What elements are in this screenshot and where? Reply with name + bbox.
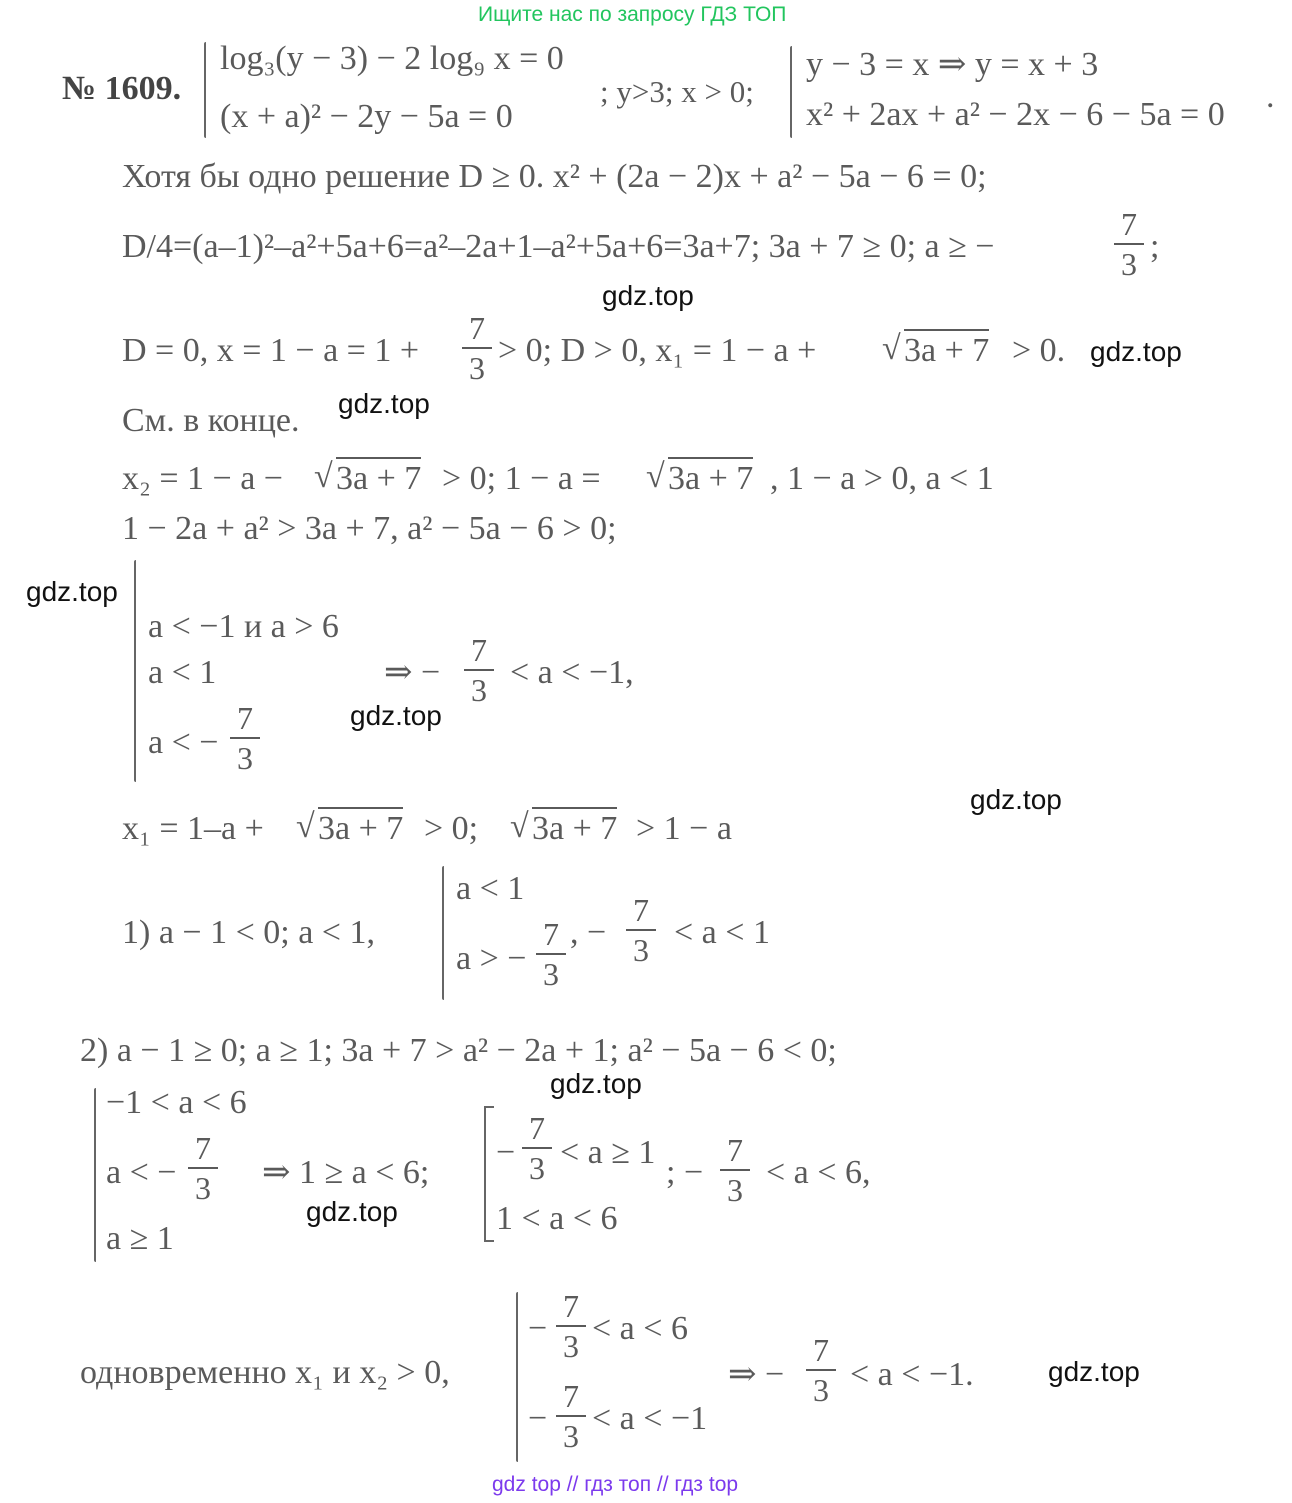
eq-line: a < 1 xyxy=(148,654,217,691)
text-line: x₂ = 1 − a − xyxy=(122,460,283,497)
system-brace xyxy=(790,46,792,138)
eq-line: < a < 6 xyxy=(592,1310,688,1347)
eq-line: < a < 1 xyxy=(674,914,770,951)
fraction: 7 3 xyxy=(230,702,260,774)
eq-line: a ≥ 1 xyxy=(106,1220,174,1257)
text-line: > 1 − a xyxy=(636,810,732,847)
fraction: 7 3 xyxy=(720,1134,750,1206)
fraction: 7 3 xyxy=(464,634,494,706)
text-line: 1 − 2a + a² > 3a + 7, a² − 5a − 6 > 0; xyxy=(122,510,617,547)
eq-line: a < −1 и a > 6 xyxy=(148,608,339,645)
fraction: 7 3 xyxy=(556,1380,586,1452)
radical: √ 3a + 7 xyxy=(904,334,989,368)
watermark: gdz.top xyxy=(306,1196,398,1227)
eq-line: < a < −1, xyxy=(510,654,634,691)
footer-links[interactable]: gdz top // гдз топ // гдз top xyxy=(492,1473,739,1496)
fraction: 7 3 xyxy=(556,1290,586,1362)
watermark: gdz.top xyxy=(550,1068,642,1099)
fraction: 7 3 xyxy=(188,1132,218,1204)
text-line: , 1 − a > 0, a < 1 xyxy=(770,460,994,497)
eq-line: ⇒ − xyxy=(728,1356,785,1393)
watermark: gdz.top xyxy=(26,576,118,607)
text-line: x₁ = 1–a + xyxy=(122,810,264,847)
eq-line: − xyxy=(496,1134,516,1171)
system-brace xyxy=(134,560,136,782)
eq-line: log₃(y − 3) − 2 log₉ x = 0 xyxy=(220,40,564,77)
watermark: gdz.top xyxy=(350,700,442,731)
eq-line: < a < −1 xyxy=(592,1400,708,1437)
eq-line: , − xyxy=(570,914,607,951)
text-line: одновременно x₁ и x₂ > 0, xyxy=(80,1354,450,1391)
eq-line: ⇒ 1 ≥ a < 6; xyxy=(262,1154,430,1191)
text-line: D/4=(a–1)²–a²+5a+6=a²–2a+1–a²+5a+6=3a+7; 3a + 7 ≥ 0; a ≥ − xyxy=(122,228,995,265)
radical: √ 3a + 7 xyxy=(318,812,403,846)
eq-line: − xyxy=(528,1310,548,1347)
text-line: > 0; 1 − a = xyxy=(442,460,601,497)
watermark: gdz.top xyxy=(338,388,430,419)
eq-line: ⇒ − xyxy=(384,654,441,691)
text-line: Хотя бы одно решение D ≥ 0. x² + (2a − 2)x + a² − 5a − 6 = 0; xyxy=(122,158,987,195)
fraction: 7 3 xyxy=(1114,208,1144,280)
union-bracket xyxy=(484,1106,494,1242)
text-line: > 0; D > 0, x₁ = 1 − a + xyxy=(498,332,817,369)
eq-line: (x + a)² − 2y − 5a = 0 xyxy=(220,98,513,135)
watermark: gdz.top xyxy=(1048,1356,1140,1387)
watermark: gdz.top xyxy=(1090,336,1182,367)
eq-line: − xyxy=(528,1400,548,1437)
watermark: gdz.top xyxy=(970,784,1062,815)
text-line: ; xyxy=(1150,228,1160,265)
eq-line: ; − xyxy=(666,1154,704,1191)
radical: √ 3a + 7 xyxy=(336,462,421,496)
eq-line: a < 1 xyxy=(456,870,525,907)
fraction: 7 3 xyxy=(462,312,492,384)
eq-line: y − 3 = x ⇒ y = x + 3 xyxy=(806,46,1099,83)
fraction: 7 3 xyxy=(626,894,656,966)
fraction: 7 3 xyxy=(536,918,566,990)
system-brace xyxy=(204,42,206,138)
text-line: D = 0, x = 1 − a = 1 + xyxy=(122,332,420,369)
eq-line: ; y>3; x > 0; xyxy=(600,74,754,109)
radical: √ 3a + 7 xyxy=(668,462,753,496)
eq-line: a < − xyxy=(148,724,219,761)
watermark: gdz.top xyxy=(602,280,694,311)
eq-line: < a < −1. xyxy=(850,1356,974,1393)
eq-line: . xyxy=(1266,78,1275,115)
eq-line: −1 < a < 6 xyxy=(106,1084,247,1121)
fraction: 7 3 xyxy=(806,1334,836,1406)
text-line: См. в конце. xyxy=(122,402,300,439)
fraction: 7 3 xyxy=(522,1112,552,1184)
text-line: > 0; xyxy=(424,810,479,847)
problem-number: № 1609. xyxy=(62,70,182,107)
text-line: 2) a − 1 ≥ 0; a ≥ 1; 3a + 7 > a² − 2a + 1; a² − 5a − 6 < 0; xyxy=(80,1032,837,1069)
eq-line: < a ≥ 1 xyxy=(560,1134,656,1171)
eq-line: a > − xyxy=(456,940,527,977)
text-line: > 0. xyxy=(1012,332,1066,369)
system-brace xyxy=(94,1088,96,1262)
eq-line: a < − xyxy=(106,1154,177,1191)
system-brace xyxy=(516,1292,518,1462)
radical: √ 3a + 7 xyxy=(532,812,617,846)
text-line: 1) a − 1 < 0; a < 1, xyxy=(122,914,375,951)
system-brace xyxy=(442,866,444,1000)
eq-line: 1 < a < 6 xyxy=(496,1200,618,1237)
eq-line: x² + 2ax + a² − 2x − 6 − 5a = 0 xyxy=(806,96,1225,133)
top-banner[interactable]: Ищите нас по запросу ГДЗ ТОП xyxy=(478,3,787,26)
eq-line: < a < 6, xyxy=(766,1154,871,1191)
